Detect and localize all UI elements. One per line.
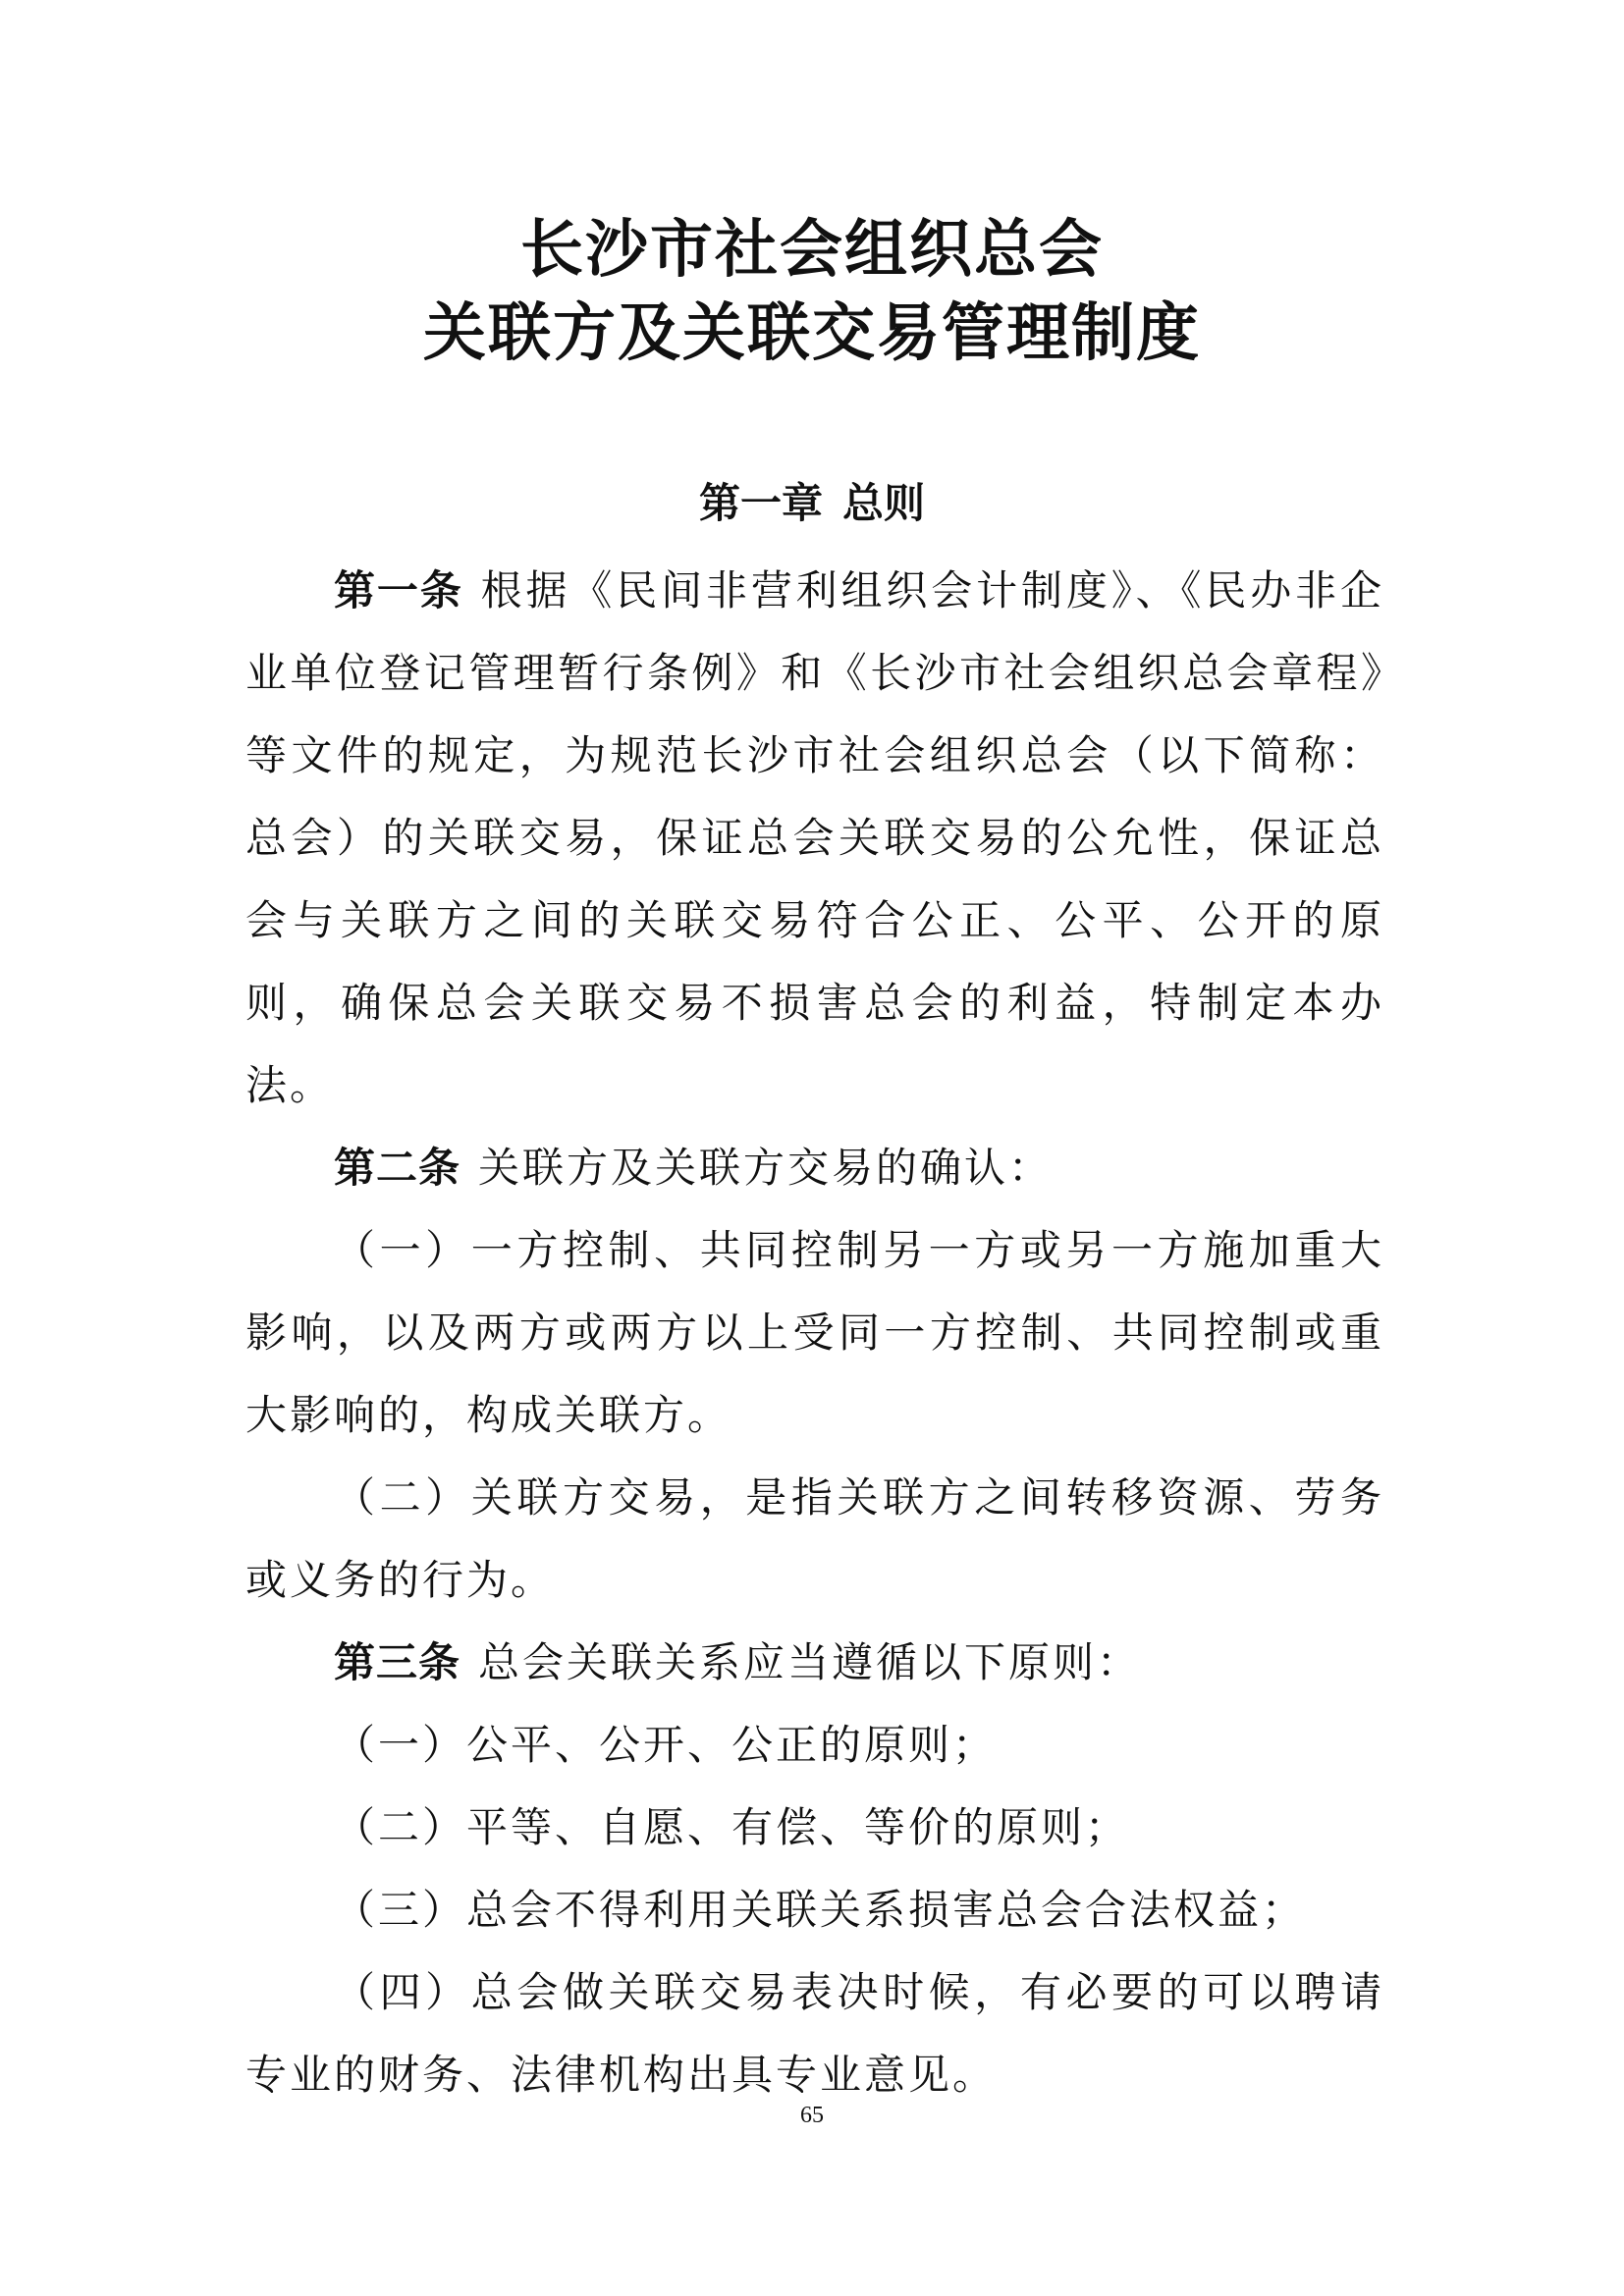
article-2-item-1: （一）一方控制、共同控制另一方或另一方施加重大影响，以及两方或两方以上受同一方控制、共同控制或重大影响的，构成关联方。	[245, 1226, 1384, 1439]
article-3-text: 总会关联关系应当遵循以下原则：	[478, 1638, 1142, 1686]
chapter-name: 总则	[842, 479, 926, 527]
article-1	[245, 550, 1384, 1127]
article-3-item-2: （二）平等、自愿、有偿、等价的原则；	[334, 1803, 1130, 1851]
article-3-item-1: （一）公平、公开、公正的原则；	[334, 1721, 998, 1769]
article-3-item-3: （三）总会不得利用关联关系损害总会合法权益；	[334, 1886, 1307, 1934]
article-2-text: 关联方及关联方交易的确认：	[478, 1144, 1054, 1192]
chapter-heading	[0, 476, 1624, 531]
document-title-line2: 关联方及关联交易管理制度	[423, 296, 1201, 370]
article-1-label: 第一条	[334, 566, 463, 614]
article-2	[245, 1127, 1384, 1209]
article-1-text: 根据《民间非营利组织会计制度》、《民办非企业单位登记管理暂行条例》和《长沙市社会组织总会章程》等文件的规定，为规范长沙市社会组织总会（以下简称：总会）的关联交易，保证总会关联交易的公允性，保证总会与关联方之间的关联交易符合公正、公平、公开的原则，确保总会关联交易不损害总会的利益，特制定本办法。	[245, 566, 1384, 1109]
chapter-prefix: 第一章	[698, 479, 823, 527]
article-2-item-2: （二）关联方交易，是指关联方之间转移资源、劳务或义务的行为。	[245, 1473, 1384, 1604]
article-3-item-4: （四）总会做关联交易表决时候，有必要的可以聘请专业的财务、法律机构出具专业意见。	[245, 1968, 1384, 2099]
article-3-label: 第三条	[334, 1638, 461, 1686]
document-body	[245, 550, 1384, 2116]
document-title-line1: 长沙市社会组织总会	[520, 213, 1104, 287]
page-number: 65	[800, 2103, 824, 2128]
article-3	[245, 1622, 1384, 1704]
article-2-label: 第二条	[334, 1144, 461, 1192]
